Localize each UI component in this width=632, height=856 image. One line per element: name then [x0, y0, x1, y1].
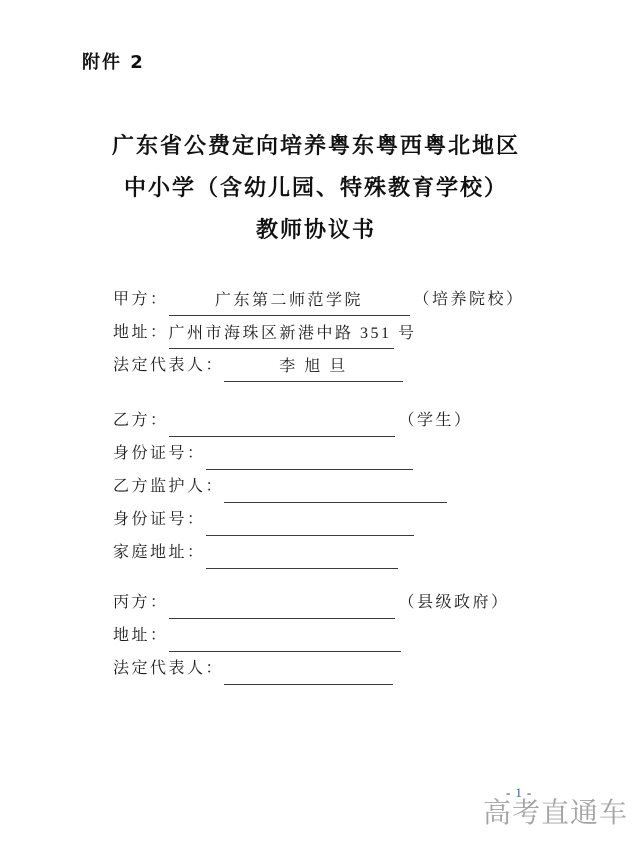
title-line-3: 教师协议书 [255, 218, 376, 243]
page-number [501, 785, 536, 801]
party-b-id-field [206, 439, 413, 470]
field-label: 甲方： [113, 291, 169, 308]
field-label: 乙方： [113, 412, 169, 429]
field-label: 地址： [113, 627, 169, 644]
field-label: 身份证号： [113, 445, 206, 462]
party-c-legal-rep-row [113, 652, 593, 685]
title-line-2: 中小学（含幼儿园、特殊教育学校） [123, 176, 508, 201]
field-suffix: （县级政府） [398, 594, 510, 611]
party-a-section [113, 283, 593, 382]
party-c-legal-rep-field [224, 654, 393, 685]
field-suffix: （学生） [398, 412, 473, 429]
guardian-id-field [206, 505, 414, 536]
field-value: 广州市海珠区新港中路 351 号 [168, 325, 417, 342]
party-a-legal-rep-field [224, 351, 403, 382]
field-label: 家庭地址： [113, 544, 206, 561]
party-c-address-field [169, 621, 401, 652]
field-label: 乙方监护人： [113, 478, 225, 495]
party-a-name-field [169, 285, 410, 316]
party-b-name-field [169, 406, 395, 437]
page-number-left-dash: - [506, 785, 511, 800]
agreement-form [113, 283, 593, 685]
field-value: 李 旭 旦 [279, 358, 348, 375]
party-c-address-row [113, 619, 593, 652]
party-b-guardian-field [224, 472, 447, 503]
field-label: 地址： [113, 324, 169, 341]
field-label: 丙方： [113, 594, 169, 611]
party-b-section [113, 404, 593, 569]
party-c-name-field [169, 588, 395, 619]
home-address-field [206, 538, 398, 569]
guardian-id-row [113, 503, 593, 536]
title-line-1: 广东省公费定向培养粤东粤西粤北地区 [111, 134, 520, 159]
party-b-id-row [113, 437, 593, 470]
field-label: 法定代表人： [113, 357, 225, 374]
party-c-name-row [113, 586, 593, 619]
party-a-legal-rep-row [113, 349, 593, 382]
watermark: 高考直通车 [483, 796, 629, 829]
party-c-section [113, 586, 593, 685]
party-a-address-field [168, 318, 417, 349]
page-number-value: 1 [515, 785, 522, 800]
home-address-row [113, 536, 593, 569]
party-b-name-row [113, 404, 593, 437]
field-suffix: （培养院校） [413, 291, 525, 308]
party-a-name-row [113, 283, 593, 316]
party-b-guardian-row [113, 470, 593, 503]
field-value: 广东第二师范学院 [215, 292, 364, 309]
field-label: 身份证号： [113, 511, 206, 528]
field-label: 法定代表人： [113, 660, 225, 677]
page-number-right-dash: - [526, 785, 532, 800]
party-a-address-row [113, 316, 593, 349]
attachment-label: 附件 2 [82, 52, 145, 73]
document-title [0, 126, 632, 252]
